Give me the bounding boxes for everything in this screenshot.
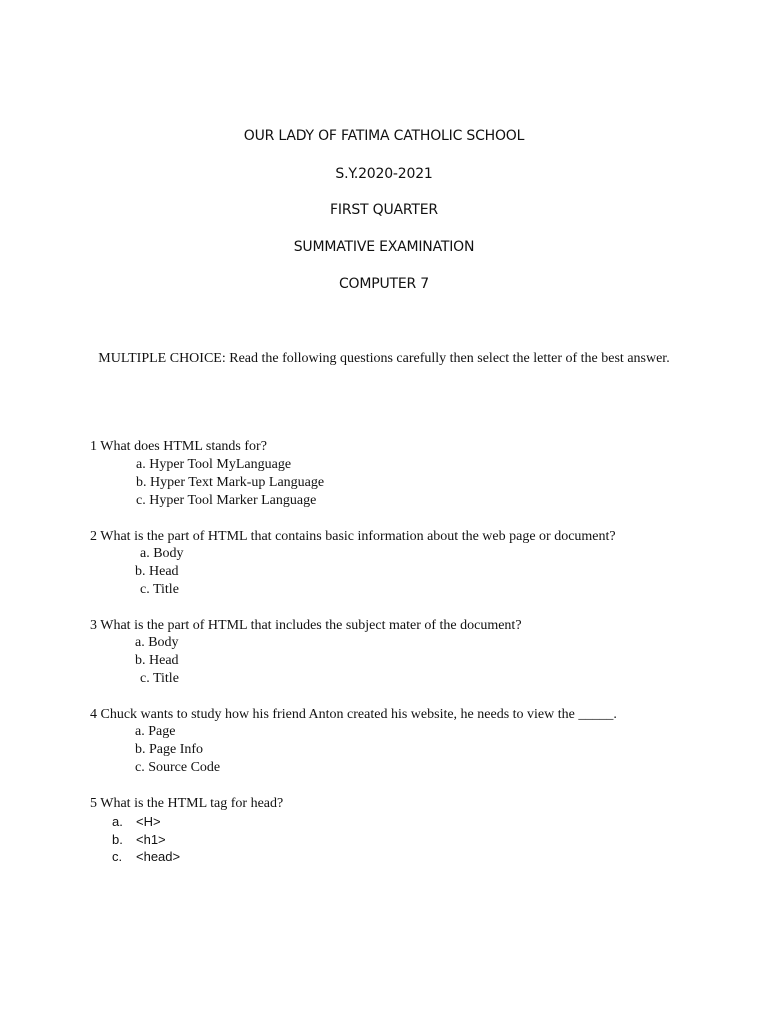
q3-option-c: c. Title [140, 671, 179, 686]
q5-option-a-text: <H> [136, 814, 161, 829]
question-3: 3 What is the part of HTML that includes the subject mater of the document? [90, 618, 522, 633]
question-5: 5 What is the HTML tag for head? [90, 796, 284, 811]
q5-option-c [112, 849, 180, 864]
subject-title: COMPUTER 7 [338, 276, 430, 292]
exam-title: SUMMATIVE EXAMINATION [293, 239, 475, 255]
q1-option-a: a. Hyper Tool MyLanguage [136, 457, 292, 472]
q4-option-b: b. Page Info [135, 742, 204, 757]
q5-option-c-label: c. [112, 849, 123, 864]
question-1: 1 What does HTML stands for? [90, 439, 267, 454]
q5-option-c-text: <head> [136, 849, 181, 864]
q3-option-b: b. Head [135, 653, 179, 668]
school-year: S.Y.2020-2021 [335, 166, 433, 182]
question-2: 2 What is the part of HTML that contains basic information about the web page or document? [90, 529, 616, 544]
question-4: 4 Chuck wants to study how his friend Anton created his website, he needs to view the _____. [90, 707, 617, 722]
q2-option-b: b. Head [135, 564, 179, 579]
q5-option-b-label: b. [112, 832, 123, 847]
q5-option-a [112, 814, 161, 829]
q2-option-a: a. Body [140, 546, 184, 561]
q2-option-c: c. Title [140, 582, 179, 597]
q4-option-c: c. Source Code [135, 760, 221, 775]
quarter-title: FIRST QUARTER [330, 202, 438, 218]
q3-option-a: a. Body [135, 635, 179, 650]
q1-option-b: b. Hyper Text Mark-up Language [136, 475, 325, 490]
instructions: MULTIPLE CHOICE: Read the following questions carefully then select the letter of the best answer. [98, 351, 670, 366]
q5-option-b-text: <h1> [136, 832, 166, 847]
q5-option-a-label: a. [112, 814, 123, 829]
q5-option-b [112, 832, 166, 847]
q1-option-c: c. Hyper Tool Marker Language [136, 493, 317, 508]
school-name: OUR LADY OF FATIMA CATHOLIC SCHOOL [243, 128, 525, 144]
q4-option-a: a. Page [135, 724, 176, 739]
